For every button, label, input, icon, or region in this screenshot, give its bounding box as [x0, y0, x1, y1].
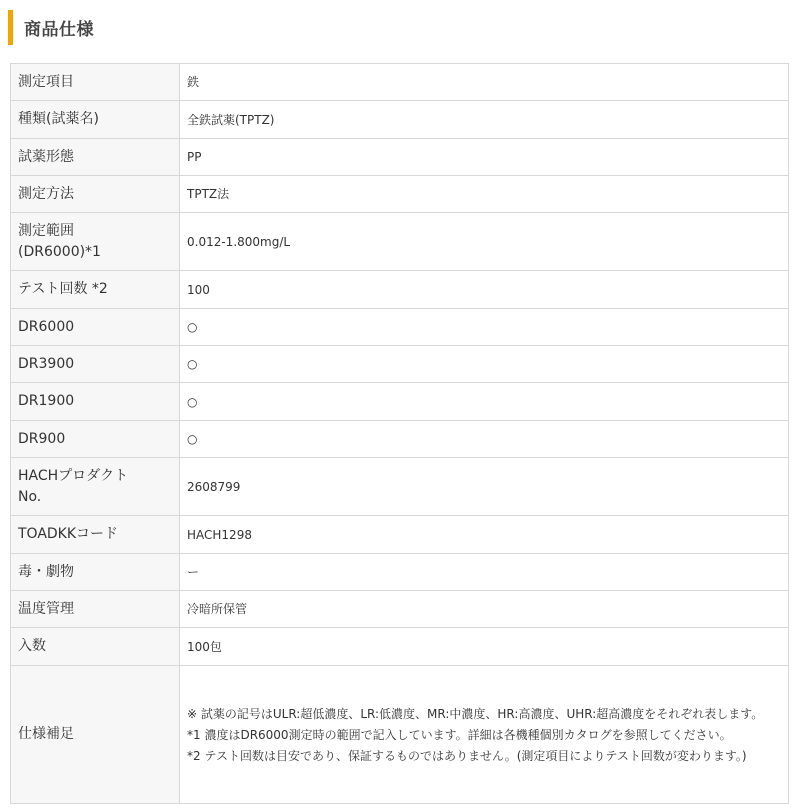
spec-value: ○ — [180, 383, 789, 421]
spec-value: ○ — [180, 309, 789, 346]
note-line: *1 濃度はDR6000測定時の範囲で記入しています。詳細は各機種個別カタログを参照してください。 — [187, 727, 732, 742]
spec-table — [10, 63, 789, 804]
spec-value: 0.012-1.800mg/L — [180, 213, 789, 271]
spec-value: HACH1298 — [180, 516, 789, 554]
heading-accent-bar — [8, 10, 13, 45]
table-row-quantity — [11, 628, 789, 666]
spec-label: 入数 — [11, 628, 180, 666]
note-line: *2 テスト回数は目安であり、保証するものではありません。(測定項目によりテスト回数が変わります。) — [187, 748, 747, 763]
spec-value: ○ — [180, 421, 789, 458]
page-title: 商品仕様 — [24, 20, 94, 40]
spec-label: 仕様補足 — [11, 666, 180, 804]
spec-label: DR900 — [11, 421, 180, 458]
table-row-reagent-form — [11, 139, 789, 176]
table-row-measure-item — [11, 64, 789, 101]
spec-table-body — [11, 64, 789, 804]
spec-value: TPTZ法 — [180, 176, 789, 213]
table-row-test-count — [11, 271, 789, 309]
table-row-notes — [11, 666, 789, 804]
table-row-toadkk-code — [11, 516, 789, 554]
spec-label: 試薬形態 — [11, 139, 180, 176]
spec-value: 100 — [180, 271, 789, 309]
table-row-dr3900 — [11, 346, 789, 383]
spec-label: HACHプロダクト No. — [11, 458, 180, 516]
table-row-reagent-type — [11, 101, 789, 139]
note-line: ※ 試薬の記号はULR:超低濃度、LR:低濃度、MR:中濃度、HR:高濃度、UHR:超高濃度をそれぞれ表します。 — [187, 706, 764, 721]
spec-value: ー — [180, 554, 789, 591]
section-heading — [8, 10, 793, 45]
spec-label: TOADKKコード — [11, 516, 180, 554]
table-row-dr6000 — [11, 309, 789, 346]
spec-value: 冷暗所保管 — [180, 591, 789, 628]
spec-value: PP — [180, 139, 789, 176]
spec-label: 測定項目 — [11, 64, 180, 101]
table-row-dr1900 — [11, 383, 789, 421]
spec-label: 温度管理 — [11, 591, 180, 628]
table-row-dr900 — [11, 421, 789, 458]
spec-label: DR3900 — [11, 346, 180, 383]
spec-label: 毒・劇物 — [11, 554, 180, 591]
spec-value: 鉄 — [180, 64, 789, 101]
spec-label: テスト回数 *2 — [11, 271, 180, 309]
table-row-product-no — [11, 458, 789, 516]
table-row-poison — [11, 554, 789, 591]
spec-value: 100包 — [180, 628, 789, 666]
spec-label: DR6000 — [11, 309, 180, 346]
spec-label: 測定範囲 (DR6000)*1 — [11, 213, 180, 271]
spec-notes — [180, 666, 789, 804]
spec-value: 2608799 — [180, 458, 789, 516]
spec-label: 種類(試薬名) — [11, 101, 180, 139]
table-row-method — [11, 176, 789, 213]
spec-value: 全鉄試薬(TPTZ) — [180, 101, 789, 139]
spec-label: 測定方法 — [11, 176, 180, 213]
spec-value: ○ — [180, 346, 789, 383]
table-row-range — [11, 213, 789, 271]
spec-label: DR1900 — [11, 383, 180, 421]
table-row-temperature — [11, 591, 789, 628]
